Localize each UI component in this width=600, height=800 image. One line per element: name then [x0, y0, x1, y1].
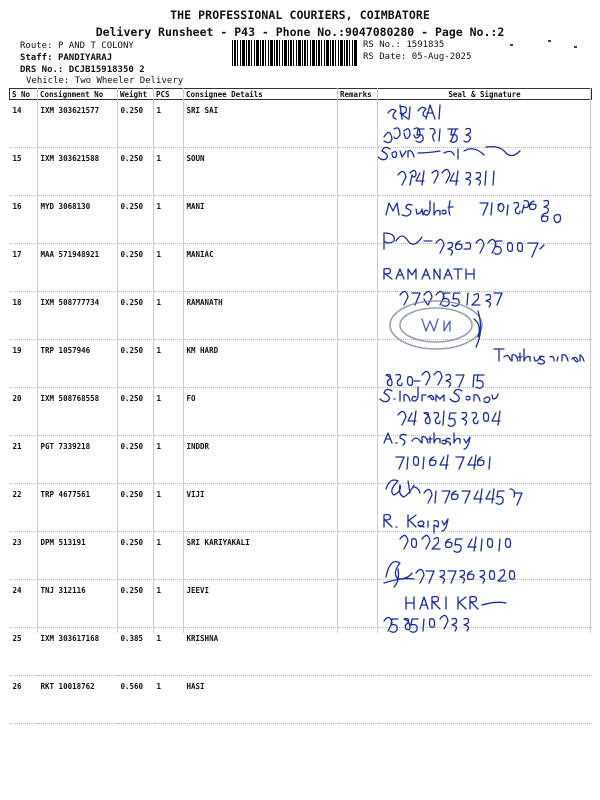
staff-label: Staff:	[20, 53, 53, 63]
cell-consignment: TNJ 312116	[38, 580, 118, 628]
cell-consignee: JEEVI	[184, 580, 338, 628]
cell-consignment: IXM 303621577	[38, 100, 118, 148]
cell-consignment: PGT 7339218	[38, 436, 118, 484]
cell-consignee: SRI KARIYAKALI	[184, 532, 338, 580]
column-divider	[37, 88, 38, 633]
cell-signature	[378, 244, 592, 292]
cell-sno: 26	[10, 676, 38, 724]
cell-signature	[378, 388, 592, 436]
cell-consignment: IXM 303617168	[38, 628, 118, 676]
cell-remarks	[338, 628, 378, 676]
cell-sno: 16	[10, 196, 38, 244]
scan-speck	[510, 44, 513, 46]
cell-sno: 15	[10, 148, 38, 196]
cell-consignment: RKT 10018762	[38, 676, 118, 724]
cell-signature	[378, 340, 592, 388]
cell-signature	[378, 628, 592, 676]
table-row	[10, 292, 592, 340]
table-header-row	[10, 89, 592, 100]
cell-sno: 18	[10, 292, 38, 340]
cell-signature	[378, 676, 592, 724]
cell-sno: 20	[10, 388, 38, 436]
column-divider	[153, 88, 154, 633]
column-divider	[337, 88, 338, 633]
column-header-consignment: Consignment No	[38, 89, 118, 100]
cell-sno: 21	[10, 436, 38, 484]
cell-remarks	[338, 580, 378, 628]
cell-signature	[378, 100, 592, 148]
scan-speck	[574, 46, 577, 48]
cell-pcs: 1	[154, 340, 184, 388]
cell-sno: 19	[10, 340, 38, 388]
cell-remarks	[338, 244, 378, 292]
rs-date-label: RS Date:	[363, 52, 407, 62]
cell-pcs: 1	[154, 532, 184, 580]
cell-signature	[378, 484, 592, 532]
cell-remarks	[338, 292, 378, 340]
column-header-signature: Seal & Signature	[378, 89, 592, 100]
cell-consignee: SOUN	[184, 148, 338, 196]
cell-sno: 17	[10, 244, 38, 292]
rs-date-value: 05-Aug-2025	[411, 52, 472, 62]
cell-remarks	[338, 532, 378, 580]
cell-weight: 0.250	[118, 340, 154, 388]
cell-weight: 0.250	[118, 148, 154, 196]
cell-weight: 0.250	[118, 388, 154, 436]
cell-weight: 0.250	[118, 196, 154, 244]
cell-consignment: IXM 508777734	[38, 292, 118, 340]
cell-consignee: INDDR	[184, 436, 338, 484]
cell-consignee: MANIAC	[184, 244, 338, 292]
cell-remarks	[338, 676, 378, 724]
cell-consignment: MYD 3068130	[38, 196, 118, 244]
column-header-consignee: Consignee Details	[184, 89, 338, 100]
cell-weight: 0.250	[118, 292, 154, 340]
cell-sno: 24	[10, 580, 38, 628]
column-header-weight: Weight	[118, 89, 154, 100]
cell-consignment: TRP 1057946	[38, 340, 118, 388]
drs-value: DCJB15918350 2	[68, 65, 145, 75]
cell-remarks	[338, 436, 378, 484]
cell-sno: 22	[10, 484, 38, 532]
cell-weight: 0.385	[118, 628, 154, 676]
table-row	[10, 340, 592, 388]
document-title: THE PROFESSIONAL COURIERS, COIMBATORE	[170, 8, 430, 22]
vehicle-label: Vehicle:	[26, 76, 70, 86]
scan-speck	[548, 40, 551, 42]
cell-pcs: 1	[154, 196, 184, 244]
runsheet-table	[9, 88, 592, 724]
cell-consignment: IXM 508768558	[38, 388, 118, 436]
cell-pcs: 1	[154, 244, 184, 292]
cell-consignee: HASI	[184, 676, 338, 724]
cell-consignee: FO	[184, 388, 338, 436]
column-divider	[117, 88, 118, 633]
table-row	[10, 532, 592, 580]
cell-sno: 14	[10, 100, 38, 148]
cell-pcs: 1	[154, 292, 184, 340]
cell-consignment: IXM 303621588	[38, 148, 118, 196]
cell-remarks	[338, 100, 378, 148]
table-row	[10, 100, 592, 148]
column-header-pcs: PCS	[154, 89, 184, 100]
table-row	[10, 244, 592, 292]
cell-consignment: MAA 571948921	[38, 244, 118, 292]
cell-pcs: 1	[154, 100, 184, 148]
rs-number-line	[363, 40, 444, 50]
cell-consignee: MANI	[184, 196, 338, 244]
cell-weight: 0.250	[118, 532, 154, 580]
cell-remarks	[338, 148, 378, 196]
cell-sno: 25	[10, 628, 38, 676]
cell-remarks	[338, 484, 378, 532]
table-row	[10, 436, 592, 484]
cell-weight: 0.250	[118, 580, 154, 628]
cell-consignee: VIJI	[184, 484, 338, 532]
table-row	[10, 196, 592, 244]
column-header-sno: S No	[10, 89, 38, 100]
cell-weight: 0.250	[118, 436, 154, 484]
cell-consignee: SRI SAI	[184, 100, 338, 148]
cell-sno: 23	[10, 532, 38, 580]
table-row	[10, 388, 592, 436]
drs-label: DRS No.:	[20, 65, 64, 75]
table-row	[10, 628, 592, 676]
cell-signature	[378, 148, 592, 196]
rs-date-line	[363, 52, 471, 62]
cell-pcs: 1	[154, 580, 184, 628]
staff-value: PANDIYARAJ	[57, 53, 113, 63]
cell-remarks	[338, 196, 378, 244]
cell-consignee: KM HARD	[184, 340, 338, 388]
cell-pcs: 1	[154, 436, 184, 484]
cell-pcs: 1	[154, 388, 184, 436]
cell-weight: 0.250	[118, 244, 154, 292]
cell-consignment: DPM 513191	[38, 532, 118, 580]
cell-consignee: KRISHNA	[184, 628, 338, 676]
cell-pcs: 1	[154, 676, 184, 724]
cell-weight: 0.560	[118, 676, 154, 724]
column-divider	[183, 88, 184, 633]
cell-consignee: RAMANATH	[184, 292, 338, 340]
cell-pcs: 1	[154, 148, 184, 196]
cell-remarks	[338, 340, 378, 388]
cell-signature	[378, 532, 592, 580]
vehicle-value: Two Wheeler Delivery	[74, 76, 184, 86]
cell-remarks	[338, 388, 378, 436]
table-row	[10, 148, 592, 196]
table-row	[10, 484, 592, 532]
column-divider	[590, 88, 591, 633]
table-row	[10, 580, 592, 628]
cell-pcs: 1	[154, 484, 184, 532]
rs-number-label: RS No.:	[363, 40, 401, 50]
cell-signature	[378, 436, 592, 484]
document-subtitle: Delivery Runsheet - P43 - Phone No.:9047080280 - Page No.:2	[95, 25, 505, 39]
vehicle-line	[26, 75, 183, 88]
cell-signature	[378, 292, 592, 340]
route-label: Route:	[20, 41, 53, 51]
column-divider	[377, 88, 378, 633]
table-row	[10, 676, 592, 724]
cell-weight: 0.250	[118, 100, 154, 148]
barcode	[232, 40, 357, 66]
cell-pcs: 1	[154, 628, 184, 676]
route-value: P AND T COLONY	[57, 41, 134, 51]
column-header-remarks: Remarks	[338, 89, 378, 100]
cell-signature	[378, 580, 592, 628]
rs-number-value: 1591835	[406, 40, 445, 50]
cell-signature	[378, 196, 592, 244]
cell-consignment: TRP 4677561	[38, 484, 118, 532]
cell-weight: 0.250	[118, 484, 154, 532]
